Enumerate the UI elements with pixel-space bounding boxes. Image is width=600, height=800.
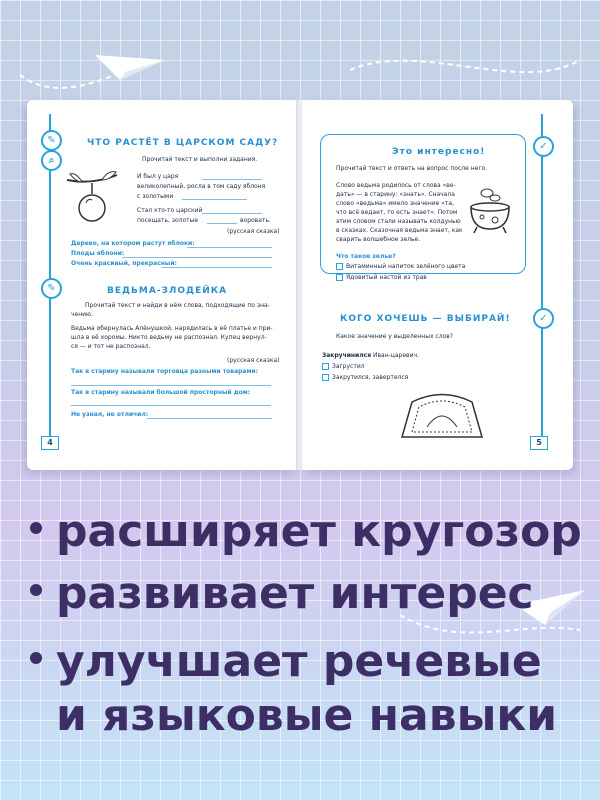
section-title: ЧТО РАСТЁТ В ЦАРСКОМ САДУ?	[87, 138, 279, 148]
benefit-1: расширяет кругозор	[30, 508, 582, 556]
benefit-3: улучшает речевые	[30, 638, 542, 686]
story-line: с золотыми	[137, 193, 174, 200]
info-text: сварить волшебное зелье.	[336, 236, 421, 243]
story-line: посещать, золотые	[137, 217, 199, 224]
question: Очень красивый, прекрасный:	[71, 260, 177, 267]
source: (русская сказка)	[227, 228, 280, 235]
info-text: Слово ведьма родилось от слова «ве-	[336, 182, 456, 189]
answer-line	[207, 223, 237, 224]
answer-line	[202, 179, 262, 180]
option-2[interactable]: Ядовитый настой из трав	[336, 273, 427, 282]
checkbox[interactable]	[322, 363, 329, 370]
section-title: ВЕДЬМА-ЗЛОДЕЙКА	[107, 286, 228, 296]
section-title: КОГО ХОЧЕШЬ — ВЫБИРАЙ!	[340, 314, 511, 324]
answer-line[interactable]	[147, 418, 272, 419]
right-page	[302, 100, 573, 470]
page-number-right: 5	[530, 436, 548, 450]
question: Дерево, на котором растут яблоки:	[71, 240, 195, 247]
box-title: Это интересно!	[392, 147, 486, 157]
instruction: Прочитай текст и найди в нём слова, подходящие по зна-	[85, 302, 270, 309]
option-1[interactable]: Витаминный напиток зелёного цвета	[336, 262, 465, 271]
info-text: дать» — в старину: «знать». Сначала	[336, 191, 455, 198]
info-text: в сказках. Сказочная ведьма знает, как	[336, 227, 463, 234]
question: Так в старину называли торговца разными товарами:	[71, 368, 258, 375]
instruction: чению.	[71, 311, 94, 318]
bullet-dot	[30, 652, 42, 664]
right-rail	[541, 114, 543, 446]
instruction: Прочитай текст и выполни задания.	[142, 156, 258, 163]
benefit-2: развивает интерес	[30, 570, 534, 618]
page-number-left: 4	[41, 436, 59, 450]
instruction: Какое значение у выделенных слов?	[336, 333, 453, 340]
checkbox[interactable]	[322, 374, 329, 381]
apple-branch-icon	[62, 170, 122, 230]
checkbox[interactable]	[336, 274, 343, 281]
info-text: что всё ведает, то есть знает». Потом	[336, 209, 458, 216]
left-page	[27, 100, 298, 470]
story-line: Ведьма обернулась Алёнушкой, нарядилась в её платье и при-	[71, 325, 273, 332]
ornament-hat-icon	[397, 387, 487, 442]
question: Что такое зелье?	[336, 253, 396, 260]
answer-line[interactable]	[71, 405, 271, 406]
info-text: слово «ведьма» имело значение «та,	[336, 200, 455, 207]
story-line: воровать.	[240, 217, 271, 224]
story-line: шла в её хоромы. Никто ведьму не распознал. Купец вернул-	[71, 334, 267, 341]
highlighted-word: Закручинился	[322, 352, 372, 359]
story-line: И был у царя	[137, 173, 179, 180]
search-icon: ⌕	[41, 150, 62, 171]
answer-line[interactable]	[187, 247, 272, 248]
question: Плоды яблони:	[71, 250, 125, 257]
answer-line	[182, 199, 247, 200]
answer-line	[202, 213, 262, 214]
open-workbook	[27, 100, 573, 470]
story-line: ся — и тот не распознал.	[71, 343, 151, 350]
question: Так в старину называли большой просторный дом:	[71, 389, 250, 396]
option-1[interactable]: Загрустил	[322, 362, 365, 371]
answer-line[interactable]	[122, 257, 272, 258]
answer-line[interactable]	[71, 385, 271, 386]
info-text: этим словом стали называть колдунью	[336, 218, 461, 225]
checkbox[interactable]	[336, 263, 343, 270]
checkmark-icon: ✓	[533, 136, 554, 157]
pen-icon: ✎	[41, 130, 62, 151]
checkmark-icon: ✓	[533, 308, 554, 329]
question: Не узнал, не отличил:	[71, 411, 149, 418]
source: (русская сказка)	[227, 357, 280, 364]
example-sentence: Закручинился Иван-царевич.	[322, 352, 419, 359]
story-line: великолепный, росла в том саду яблоня	[137, 183, 266, 190]
pen-icon: ✎	[41, 278, 62, 299]
bullet-dot	[30, 584, 42, 596]
option-2[interactable]: Закрутился, завертелся	[322, 373, 408, 382]
benefit-3-cont: и языковые навыки	[56, 690, 558, 741]
cauldron-icon	[465, 185, 515, 235]
instruction: Прочитай текст и ответь на вопрос после него.	[336, 165, 488, 172]
story-line: Стал кто-то царский	[137, 207, 203, 214]
bullet-dot	[30, 522, 42, 534]
answer-line[interactable]	[162, 267, 272, 268]
